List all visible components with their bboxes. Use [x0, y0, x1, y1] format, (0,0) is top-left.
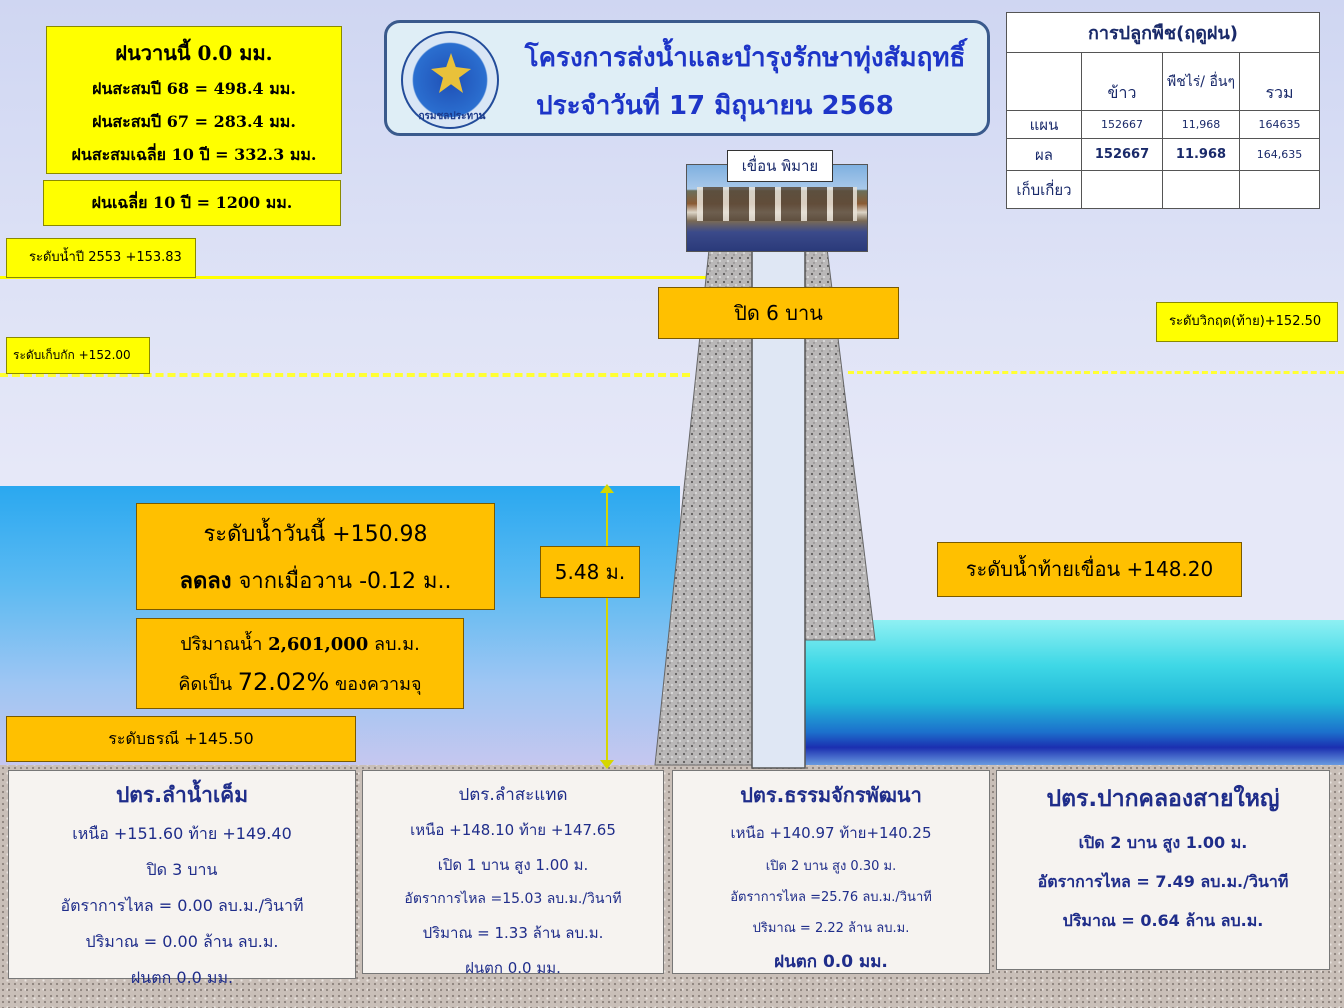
crop-table — [1006, 12, 1320, 209]
change-direction: ลดลง — [179, 569, 232, 594]
regulator-line: อัตราการไหล =15.03 ลบ.ม./วินาที — [404, 891, 622, 907]
capacity-suffix: ของความจุ — [329, 674, 422, 695]
logo-text: กรมชลประทาน — [418, 111, 486, 122]
dam-gates-status: ปิด 6 บาน — [658, 287, 899, 339]
volume-value: 2,601,000 — [268, 634, 369, 655]
crop-header-field-crops: พืชไร่/ อื่นๆ — [1163, 53, 1240, 111]
crop-header-total: รวม — [1240, 53, 1320, 111]
crop-cell: 164635 — [1240, 111, 1320, 139]
regulator-line: ปริมาณ = 0.64 ล้าน ลบ.ม. — [1062, 911, 1264, 930]
height-label: 5.48 ม. — [540, 546, 640, 598]
rain-avg-10-box: ฝนเฉลี่ย 10 ปี = 1200 มม. — [43, 180, 341, 226]
upstream-change-line — [137, 563, 494, 598]
regulator-line: ปริมาณ = 2.22 ล้าน ลบ.ม. — [752, 921, 910, 936]
regulator-line: อัตราการไหล =25.76 ลบ.ม./วินาที — [730, 890, 932, 905]
crop-row-label: ผล — [1007, 139, 1082, 171]
upstream-level-text: ระดับน้ำวันนี้ +150.98 — [203, 522, 428, 547]
storage-level-line-right — [848, 371, 1344, 374]
regulator-line: เหนือ +148.10 ท้าย +147.65 — [410, 821, 616, 839]
capacity-line — [137, 668, 463, 698]
regulator-line: เหนือ +140.97 ท้าย+140.25 — [730, 824, 932, 842]
regulator-line: เปิด 2 บาน สูง 0.30 ม. — [765, 859, 897, 874]
crop-cell — [1163, 171, 1240, 209]
royal-irrigation-logo — [401, 31, 499, 129]
rain-today: ฝนวานนี้ 0.0 มม. — [115, 41, 273, 65]
logo-emblem-icon — [431, 53, 471, 93]
volume-unit: ลบ.ม. — [368, 634, 420, 655]
crop-cell: 152667 — [1082, 111, 1163, 139]
title-line-1: โครงการส่งน้ำและบำรุงรักษาทุ่งสัมฤทธิ์ — [524, 43, 966, 73]
downstream-level-box: ระดับน้ำท้ายเขื่อน +148.20 — [937, 542, 1242, 597]
dam-name-label: เขื่อน พิมาย — [727, 150, 833, 182]
crop-table-title: การปลูกพืช(ฤดูฝน) — [1007, 13, 1320, 53]
crop-row-label: แผน — [1007, 111, 1082, 139]
regulator-name: ปตร.ปากคลองสายใหญ่ — [1046, 786, 1280, 812]
regulator-line: ฝนตก 0.0 มม. — [465, 959, 561, 977]
rain-acc-67: ฝนสะสมปี 67 = 283.4 มม. — [92, 112, 296, 131]
crop-cell: 11,968 — [1163, 111, 1240, 139]
regulator-card-lam-nam-khem — [8, 770, 356, 987]
critical-level-label: ระดับวิกฤต(ท้าย)+152.50 — [1156, 302, 1338, 342]
dam-photo-gates — [697, 187, 857, 221]
regulator-name: ปตร.ลำสะแทด — [458, 785, 568, 805]
regulator-line: ปิด 3 บาน — [146, 860, 218, 879]
crop-header-blank — [1007, 53, 1082, 111]
rain-acc-68: ฝนสะสมปี 68 = 498.4 มม. — [92, 79, 296, 98]
volume-line — [137, 629, 463, 658]
storage-level-label: ระดับเก็บกัก +152.00 — [6, 337, 150, 374]
capacity-percent: 72.02% — [237, 668, 330, 696]
regulator-card-pak-khlong-sai-yai — [996, 770, 1330, 970]
regulator-line: เปิด 2 บาน สูง 1.00 ม. — [1078, 833, 1248, 852]
crop-header-rice: ข้าว — [1082, 53, 1163, 111]
regulator-name: ปตร.ธรรมจักรพัฒนา — [740, 783, 922, 807]
regulator-line: อัตราการไหล = 7.49 ลบ.ม./วินาที — [1037, 872, 1289, 891]
height-arrow-down — [600, 760, 614, 769]
regulator-line: ปริมาณ = 1.33 ล้าน ลบ.ม. — [422, 924, 604, 942]
crop-cell — [1082, 171, 1163, 209]
volume-box — [136, 618, 464, 709]
rain-avg-10-acc: ฝนสะสมเฉลี่ย 10 ปี = 332.3 มม. — [71, 145, 317, 164]
title-panel — [384, 20, 990, 136]
regulator-name: ปตร.ลำน้ำเค็ม — [115, 783, 249, 807]
regulator-line: ฝนตก 0.0 มม. — [130, 968, 234, 987]
regulator-line: อัตราการไหล = 0.00 ลบ.ม./วินาที — [60, 896, 304, 915]
crop-cell: 152667 — [1082, 139, 1163, 171]
change-amount: จากเมื่อวาน -0.12 ม.. — [231, 569, 452, 594]
ground-level-label: ระดับธรณี +145.50 — [6, 716, 356, 762]
upstream-level-box — [136, 503, 495, 610]
height-arrow-up — [600, 484, 614, 493]
crop-cell: 164,635 — [1240, 139, 1320, 171]
regulator-line: ฝนตก 0.0 มม. — [774, 952, 888, 972]
regulator-card-thammachak-phatthana — [672, 770, 990, 974]
regulator-line: เหนือ +151.60 ท้าย +149.40 — [72, 824, 292, 843]
regulator-line: เปิด 1 บาน สูง 1.00 ม. — [437, 856, 589, 874]
title-line-2: ประจำวันที่ 17 มิถุนายน 2568 — [536, 91, 894, 121]
level-2553-label: ระดับน้ำปี 2553 +153.83 — [6, 238, 196, 278]
crop-cell — [1240, 171, 1320, 209]
downstream-water — [800, 620, 1344, 770]
volume-prefix: ปริมาณน้ำ — [180, 634, 269, 655]
regulator-card-lam-sathaet — [362, 770, 664, 977]
capacity-prefix: คิดเป็น — [178, 674, 238, 695]
rain-summary-box — [46, 26, 342, 174]
crop-cell: 11.968 — [1163, 139, 1240, 171]
regulator-line: ปริมาณ = 0.00 ล้าน ลบ.ม. — [85, 932, 279, 951]
height-arrow-line — [606, 490, 608, 764]
crop-row-label: เก็บเกี่ยว — [1007, 171, 1082, 209]
